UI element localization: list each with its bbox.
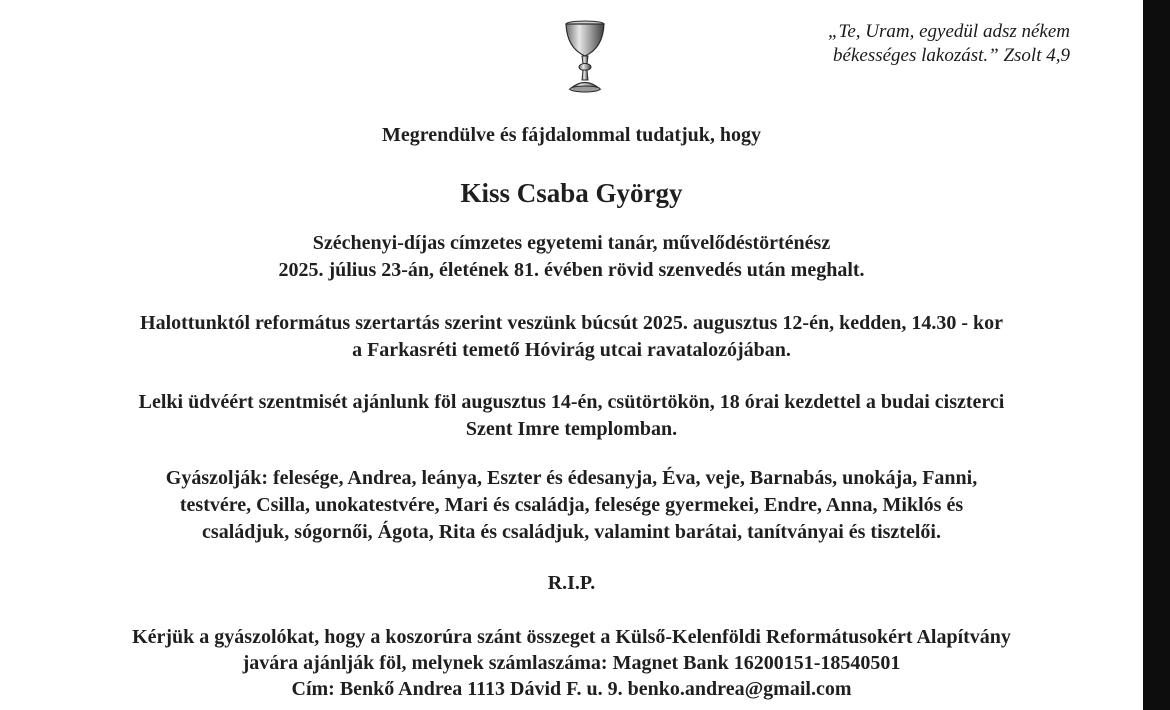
funeral-line-1: Halottunktól református szertartás szerint veszünk búcsút 2025. augusztus 12-én, kedden, 14.30 - kor bbox=[140, 312, 1003, 334]
mass-line-2: Szent Imre templomban. bbox=[465, 418, 678, 440]
bible-quote-line-1: „Te, Uram, egyedül adsz nékem bbox=[827, 21, 1070, 42]
intro-text: Megrendülve és fájdalommal tudatjuk, hogy bbox=[381, 124, 762, 146]
chalice-icon bbox=[556, 18, 614, 94]
mourners-line-1: Gyászolják: felesége, Andrea, leánya, Eszter és édesanyja, Éva, veje, Barnabás, unokája, Fanni, bbox=[165, 467, 978, 489]
mass-line-1: Lelki üdvéért szentmisét ajánlunk föl augusztus 14-én, csütörtökön, 18 órai kezdettel a budai ciszterci bbox=[138, 391, 1005, 413]
donation-line-2: javára ajánlják föl, melynek számlaszáma: Magnet Bank 16200151-18540501 bbox=[242, 652, 901, 674]
title-line-1: Széchenyi-díjas címzetes egyetemi tanár, művelődéstörténész bbox=[312, 232, 831, 254]
black-border-bar bbox=[1143, 0, 1170, 710]
donation-line-1: Kérjük a gyászolókat, hogy a koszorúra szánt összeget a Külső-Kelenföldi Reformátusokért Alapítvány bbox=[132, 626, 1011, 648]
title-line-2: 2025. július 23-án, életének 81. évében rövid szenvedés után meghalt. bbox=[278, 259, 865, 281]
deceased-name: Kiss Csaba György bbox=[460, 178, 683, 208]
funeral-line-2: a Farkasréti temető Hóvirág utcai ravatalozójában. bbox=[352, 339, 791, 361]
bible-quote-line-2: békességes lakozást.” Zsolt 4,9 bbox=[833, 45, 1070, 66]
rip-text: R.I.P. bbox=[547, 572, 596, 594]
bible-quote bbox=[828, 20, 1070, 68]
mourners-line-2: testvére, Csilla, unokatestvére, Mari és családja, felesége gyermekei, Endre, Anna, Miklós és bbox=[179, 494, 964, 516]
donation-line-3: Cím: Benkő Andrea 1113 Dávid F. u. 9. benko.andrea@gmail.com bbox=[291, 678, 852, 700]
mourners-line-3: családjuk, sógornői, Ágota, Rita és családjuk, valamint barátai, tanítványai és tisztelői. bbox=[202, 521, 941, 543]
